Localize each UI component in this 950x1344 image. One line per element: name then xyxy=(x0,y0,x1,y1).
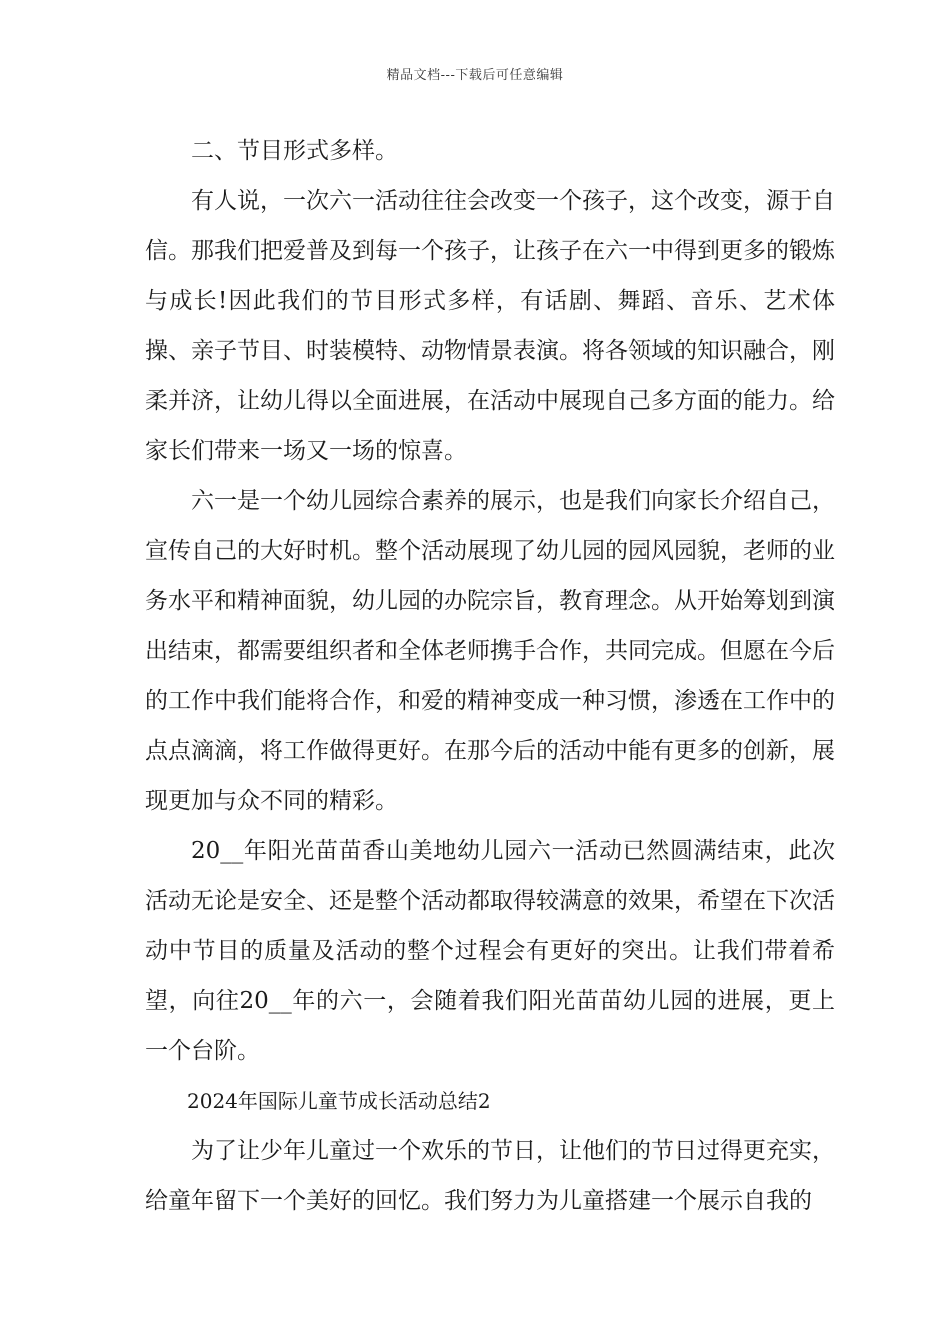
document-body xyxy=(145,126,835,1226)
paragraph-showcase: 六一是一个幼儿园综合素养的展示，也是我们向家长介绍自己，宣传自己的大好时机。整个活动展现了幼儿园的园风园貌，老师的业务水平和精神面貌，幼儿园的办院宗旨，教育理念。从开始筹划到演出结束，都需要组织者和全体老师携手合作，共同完成。但愿在今后的工作中我们能将合作，和爱的精神变成一种习惯，渗透在工作中的点点滴滴，将工作做得更好。在那今后的活动中能有更多的创新，展现更加与众不同的精彩。 xyxy=(145,488,835,814)
paragraph-intro-2: 为了让少年儿童过一个欢乐的节日，让他们的节日过得更充实，给童年留下一个美好的回忆。我们努力为儿童搭建一个展示自我的 xyxy=(145,1138,835,1214)
article-subheading: 2024年国际儿童节成长活动总结2 xyxy=(187,1089,491,1113)
paragraph-variety: 有人说，一次六一活动往往会改变一个孩子，这个改变，源于自信。那我们把爱普及到每一个孩子，让孩子在六一中得到更多的锻炼与成长!因此我们的节目形式多样，有话剧、舞蹈、音乐、艺术体操、亲子节目、时装模特、动物情景表演。将各领域的知识融合，刚柔并济，让幼儿得以全面进展，在活动中展现自己多方面的能力。给家长们带来一场又一场的惊喜。 xyxy=(145,188,835,464)
paragraph-conclusion: 20__年阳光苗苗香山美地幼儿园六一活动已然圆满结束，此次活动无论是安全、还是整个活动都取得较满意的效果，希望在下次活动中节目的质量及活动的整个过程会有更好的突出。让我们带着希望，向往20__年的六一，会随着我们阳光苗苗幼儿园的进展，更上一个台阶。 xyxy=(145,838,835,1064)
section-heading: 二、节目形式多样。 xyxy=(191,138,398,164)
running-header: 精品文档---下载后可任意编辑 xyxy=(386,68,564,83)
